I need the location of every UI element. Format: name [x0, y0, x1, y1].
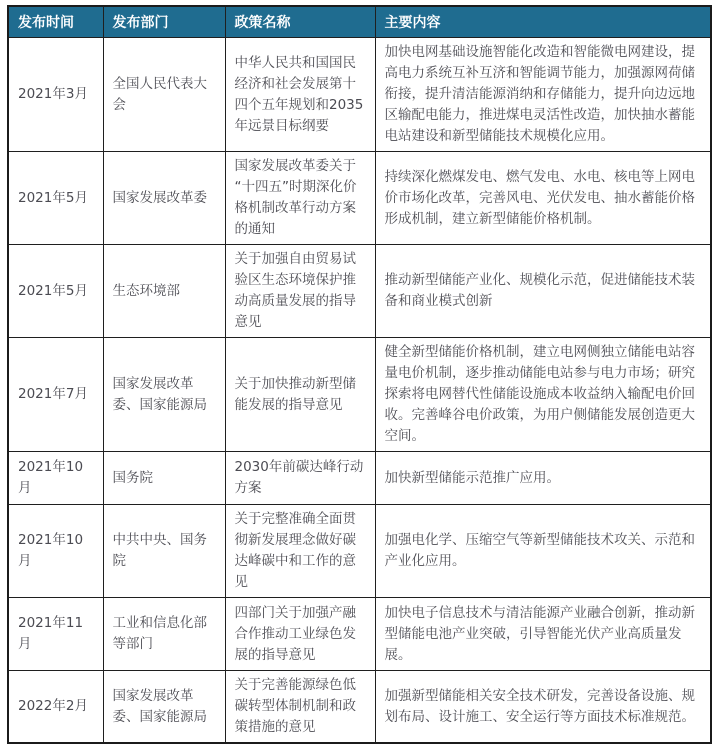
cell-policy-name: 2030年前碳达峰行动方案 — [225, 452, 375, 505]
table-row — [8, 38, 711, 152]
cell-main-content: 加快电网基础设施智能化改造和智能微电网建设，提高电力系统互补互济和智能调节能力，加强源网荷储衔接，提升清洁能源消纳和存储能力，提升向边远地区输配电能力，推进煤电灵活性改造，加快抽水蓄能电站建设和新型储能技术规模化应用。 — [375, 38, 711, 152]
cell-policy-name: 四部门关于加强产融合作推动工业绿色发展的指导意见 — [225, 598, 375, 671]
cell-date: 2021年10月 — [8, 452, 103, 505]
cell-department: 工业和信息化部等部门 — [103, 598, 225, 671]
cell-date: 2021年11月 — [8, 598, 103, 671]
cell-date: 2021年3月 — [8, 38, 103, 152]
policy-table — [7, 5, 712, 744]
cell-main-content: 持续深化燃煤发电、燃气发电、水电、核电等上网电价市场化改革，完善风电、光伏发电、抽水蓄能价格形成机制，建立新型储能价格机制。 — [375, 152, 711, 245]
cell-policy-name: 关于加快推动新型储能发展的指导意见 — [225, 338, 375, 452]
header-department: 发布部门 — [103, 6, 225, 38]
header-policy-name: 政策名称 — [225, 6, 375, 38]
cell-policy-name: 关于完善能源绿色低碳转型体制机制和政策措施的意见 — [225, 671, 375, 744]
header-main-content: 主要内容 — [375, 6, 711, 38]
cell-date: 2021年7月 — [8, 338, 103, 452]
cell-date: 2021年5月 — [8, 245, 103, 338]
table-row — [8, 505, 711, 598]
table-row — [8, 338, 711, 452]
cell-policy-name: 关于加强自由贸易试验区生态环境保护推动高质量发展的指导意见 — [225, 245, 375, 338]
cell-main-content: 加强新型储能相关安全技术研发，完善设备设施、规划布局、设计施工、安全运行等方面技术标准规范。 — [375, 671, 711, 744]
cell-department: 中共中央、国务院 — [103, 505, 225, 598]
cell-department: 生态环境部 — [103, 245, 225, 338]
cell-department: 国家发展改革委 — [103, 152, 225, 245]
table-row — [8, 598, 711, 671]
cell-main-content: 健全新型储能价格机制，建立电网侧独立储能电站容量电价机制，逐步推动储能电站参与电力市场；研究探索将电网替代性储能设施成本收益纳入输配电价回收。完善峰谷电价政策，为用户侧储能发展创造更大空间。 — [375, 338, 711, 452]
header-date: 发布时间 — [8, 6, 103, 38]
cell-department: 国家发展改革委、国家能源局 — [103, 338, 225, 452]
cell-date: 2021年5月 — [8, 152, 103, 245]
cell-department: 国务院 — [103, 452, 225, 505]
table-row — [8, 245, 711, 338]
cell-main-content: 推动新型储能产业化、规模化示范，促进储能技术装备和商业模式创新 — [375, 245, 711, 338]
cell-main-content: 加强电化学、压缩空气等新型储能技术攻关、示范和产业化应用。 — [375, 505, 711, 598]
cell-policy-name: 国家发展改革委关于“十四五”时期深化价格机制改革行动方案的通知 — [225, 152, 375, 245]
table-row — [8, 152, 711, 245]
cell-main-content: 加快新型储能示范推广应用。 — [375, 452, 711, 505]
cell-date: 2021年10月 — [8, 505, 103, 598]
cell-date: 2022年2月 — [8, 671, 103, 744]
cell-main-content: 加快电子信息技术与清洁能源产业融合创新，推动新型储能电池产业突破，引导智能光伏产业高质量发展。 — [375, 598, 711, 671]
cell-department: 国家发展改革委、国家能源局 — [103, 671, 225, 744]
header-row — [8, 6, 711, 38]
cell-policy-name: 关于完整准确全面贯彻新发展理念做好碳达峰碳中和工作的意见 — [225, 505, 375, 598]
policy-table-body — [8, 38, 711, 744]
cell-department: 全国人民代表大会 — [103, 38, 225, 152]
cell-policy-name: 中华人民共和国国民经济和社会发展第十四个五年规划和2035年远景目标纲要 — [225, 38, 375, 152]
table-row — [8, 452, 711, 505]
table-row — [8, 671, 711, 744]
table-header — [8, 6, 711, 38]
